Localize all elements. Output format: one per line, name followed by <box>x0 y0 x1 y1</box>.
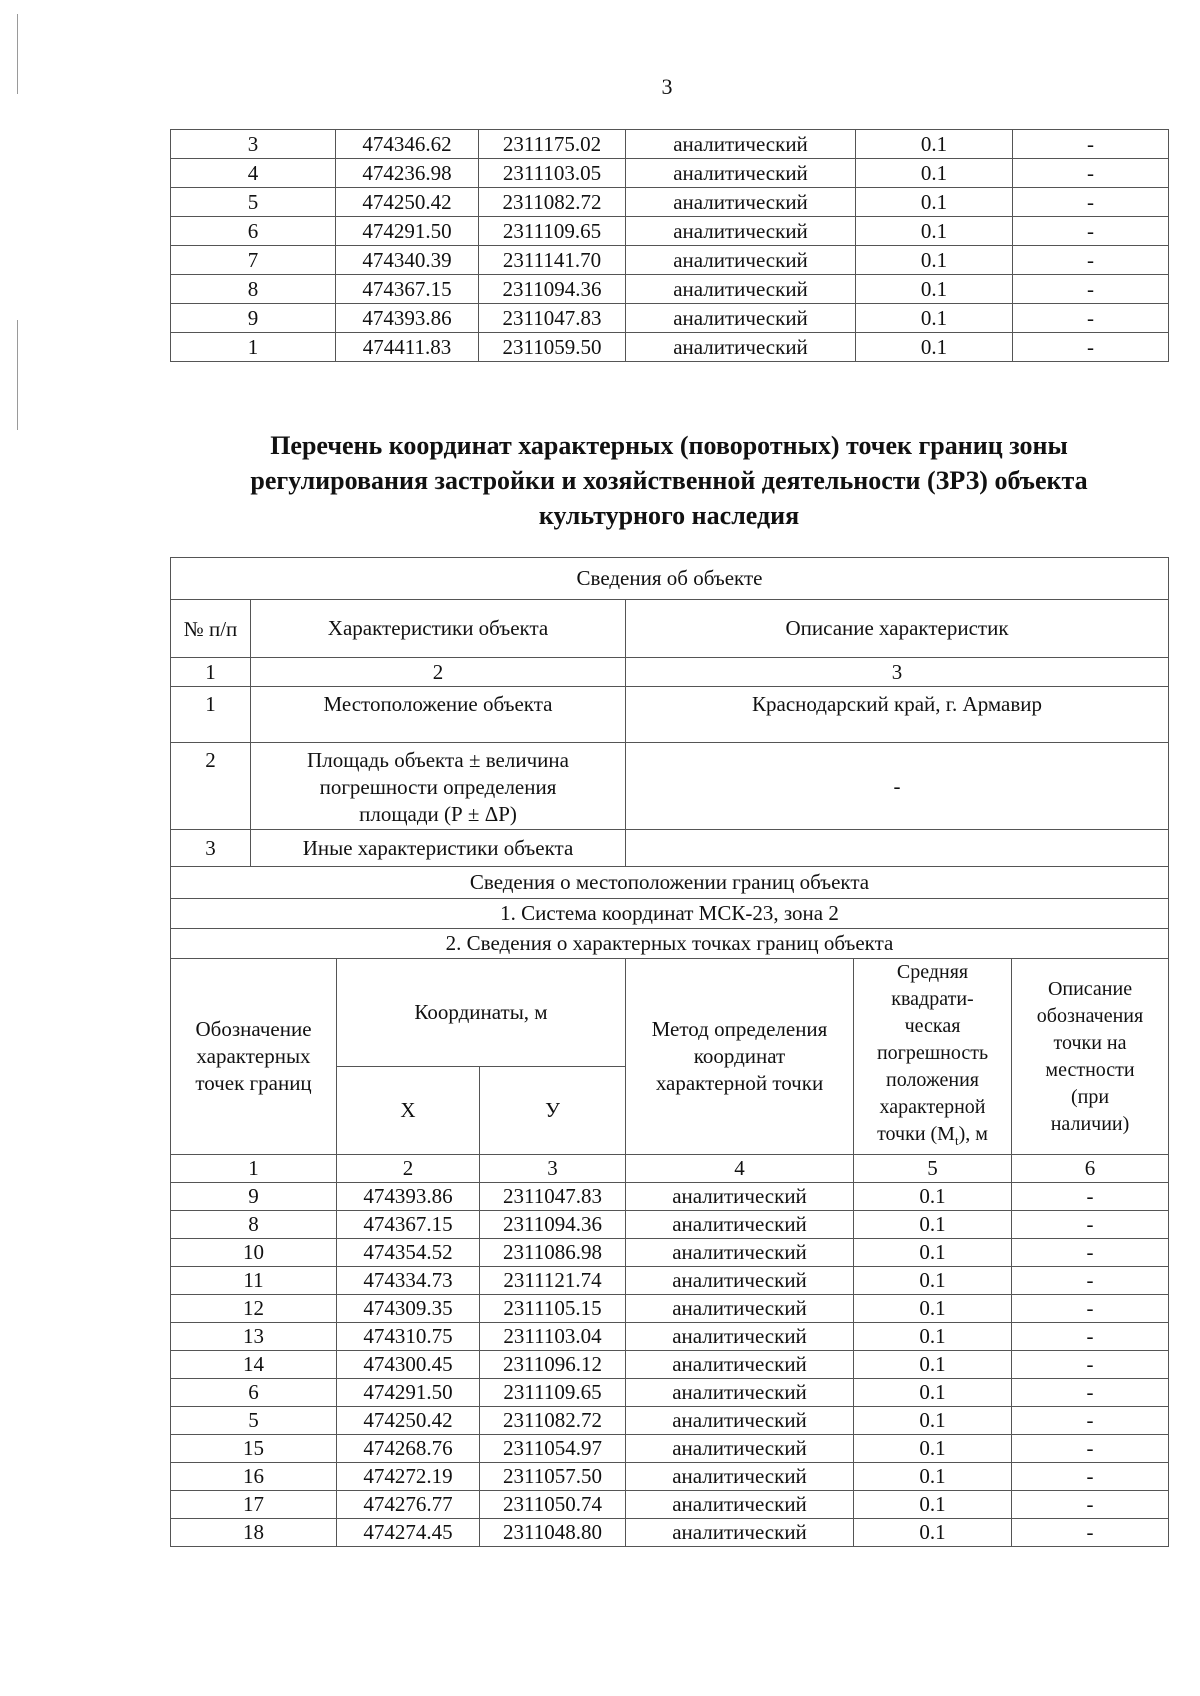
header-description: Описание характеристик <box>626 600 1169 658</box>
y-coordinate-cell: 2311047.83 <box>479 304 626 333</box>
description-cell: - <box>1012 1211 1169 1239</box>
error-cell: 0.1 <box>856 333 1013 362</box>
y-coordinate-cell: 2311048.80 <box>480 1519 626 1547</box>
point-id-cell: 18 <box>171 1519 337 1547</box>
y-coordinate-cell: 2311121.74 <box>480 1267 626 1295</box>
x-coordinate-cell: 474411.83 <box>336 333 479 362</box>
header-line: квадрати- <box>891 988 974 1010</box>
point-id-cell: 4 <box>171 159 336 188</box>
table-row <box>171 1183 1169 1211</box>
x-coordinate-cell: 474393.86 <box>337 1183 480 1211</box>
section-header-points: 2. Сведения о характерных точках границ объекта <box>171 929 1169 959</box>
header-error <box>854 959 1012 1155</box>
point-id-cell: 16 <box>171 1463 337 1491</box>
header-line: точек границ <box>195 1071 312 1095</box>
point-id-cell: 6 <box>171 1379 337 1407</box>
method-cell: аналитический <box>626 130 856 159</box>
row-description: Краснодарский край, г. Армавир <box>626 687 1169 743</box>
y-coordinate-cell: 2311094.36 <box>479 275 626 304</box>
row-characteristic: Местоположение объекта <box>251 687 626 743</box>
y-coordinate-cell: 2311059.50 <box>479 333 626 362</box>
table-row <box>171 1519 1169 1547</box>
y-coordinate-cell: 2311109.65 <box>480 1379 626 1407</box>
scan-artifact-line <box>17 14 18 94</box>
method-cell: аналитический <box>626 1351 854 1379</box>
description-cell: - <box>1012 1463 1169 1491</box>
y-coordinate-cell: 2311141.70 <box>479 246 626 275</box>
header-coordinates: Координаты, м <box>337 959 626 1067</box>
error-cell: 0.1 <box>854 1267 1012 1295</box>
point-id-cell: 7 <box>171 246 336 275</box>
method-cell: аналитический <box>626 1379 854 1407</box>
y-coordinate-cell: 2311103.04 <box>480 1323 626 1351</box>
error-cell: 0.1 <box>854 1239 1012 1267</box>
point-id-cell: 15 <box>171 1435 337 1463</box>
table-row <box>171 1351 1169 1379</box>
point-id-cell: 8 <box>171 275 336 304</box>
x-coordinate-cell: 474300.45 <box>337 1351 480 1379</box>
method-cell: аналитический <box>626 188 856 217</box>
table-row <box>171 217 1169 246</box>
header-line: характерной точки <box>655 1071 824 1095</box>
x-coordinate-cell: 474250.42 <box>337 1407 480 1435</box>
header-line: положения <box>886 1069 979 1091</box>
section-title-line: культурного наследия <box>538 501 800 530</box>
header-method <box>626 959 854 1155</box>
header-number-cell: 5 <box>854 1155 1012 1183</box>
header-number-cell: 4 <box>626 1155 854 1183</box>
coordinate-system: 1. Система координат МСК-23, зона 2 <box>171 899 1169 929</box>
description-cell: - <box>1012 1183 1169 1211</box>
x-coordinate-cell: 474309.35 <box>337 1295 480 1323</box>
method-cell: аналитический <box>626 1239 854 1267</box>
header-line: (при <box>1070 1085 1110 1108</box>
header-text: точки (М <box>877 1123 955 1145</box>
description-cell: - <box>1013 246 1169 275</box>
header-number-cell: 1 <box>171 658 251 687</box>
y-coordinate-cell: 2311109.65 <box>479 217 626 246</box>
description-cell: - <box>1012 1295 1169 1323</box>
description-cell: - <box>1012 1351 1169 1379</box>
point-id-cell: 17 <box>171 1491 337 1519</box>
table-row <box>171 1323 1169 1351</box>
description-cell: - <box>1013 333 1169 362</box>
y-coordinate-cell: 2311105.15 <box>480 1295 626 1323</box>
description-cell: - <box>1013 217 1169 246</box>
error-cell: 0.1 <box>854 1407 1012 1435</box>
table-row <box>171 304 1169 333</box>
row-characteristic-line: погрешности определения <box>319 775 557 799</box>
page-number: 3 <box>661 74 673 99</box>
error-cell: 0.1 <box>854 1379 1012 1407</box>
point-id-cell: 13 <box>171 1323 337 1351</box>
x-coordinate-cell: 474340.39 <box>336 246 479 275</box>
header-line: ческая <box>904 1015 961 1037</box>
row-characteristic-line: площади (Р ± ΔР) <box>359 802 517 826</box>
error-cell: 0.1 <box>854 1183 1012 1211</box>
header-line: наличии) <box>1050 1112 1130 1135</box>
point-id-cell: 9 <box>171 1183 337 1211</box>
header-designation <box>171 959 337 1155</box>
description-cell: - <box>1012 1239 1169 1267</box>
header-line <box>854 1121 1011 1154</box>
x-coordinate-cell: 474276.77 <box>337 1491 480 1519</box>
section-title-line: Перечень координат характерных (поворотных) точек границ зоны <box>270 431 1068 460</box>
method-cell: аналитический <box>626 217 856 246</box>
section-title-line: регулирования застройки и хозяйственной деятельности (ЗРЗ) объекта <box>250 466 1088 495</box>
table-row <box>171 130 1169 159</box>
y-coordinate-cell: 2311096.12 <box>480 1351 626 1379</box>
header-characteristic: Характеристики объекта <box>251 600 626 658</box>
section-title <box>170 428 1168 533</box>
header-line: характерной <box>879 1096 986 1118</box>
y-coordinate-cell: 2311082.72 <box>480 1407 626 1435</box>
point-id-cell: 5 <box>171 188 336 217</box>
description-cell: - <box>1013 188 1169 217</box>
point-id-cell: 3 <box>171 130 336 159</box>
scan-artifact-line <box>17 320 18 430</box>
error-cell: 0.1 <box>856 246 1013 275</box>
method-cell: аналитический <box>626 1519 854 1547</box>
description-cell: - <box>1012 1407 1169 1435</box>
points-table-body <box>171 1183 1169 1547</box>
method-cell: аналитический <box>626 246 856 275</box>
error-cell: 0.1 <box>854 1211 1012 1239</box>
method-cell: аналитический <box>626 1295 854 1323</box>
header-number-cell: 2 <box>251 658 626 687</box>
description-cell: - <box>1012 1519 1169 1547</box>
error-cell: 0.1 <box>856 188 1013 217</box>
table-row <box>171 1267 1169 1295</box>
error-cell: 0.1 <box>854 1323 1012 1351</box>
section-header-location: Сведения о местоположении границ объекта <box>171 867 1169 899</box>
y-coordinate-cell: 2311047.83 <box>480 1183 626 1211</box>
x-coordinate-cell: 474393.86 <box>336 304 479 333</box>
point-id-cell: 6 <box>171 217 336 246</box>
y-coordinate-cell: 2311082.72 <box>479 188 626 217</box>
point-id-cell: 5 <box>171 1407 337 1435</box>
header-line: погрешность <box>876 1042 989 1064</box>
x-coordinate-cell: 474310.75 <box>337 1323 480 1351</box>
point-id-cell: 14 <box>171 1351 337 1379</box>
description-cell: - <box>1012 1491 1169 1519</box>
point-id-cell: 12 <box>171 1295 337 1323</box>
error-cell: 0.1 <box>854 1295 1012 1323</box>
x-coordinate-cell: 474236.98 <box>336 159 479 188</box>
table-row <box>171 1211 1169 1239</box>
x-coordinate-cell: 474250.42 <box>336 188 479 217</box>
method-cell: аналитический <box>626 333 856 362</box>
description-cell: - <box>1012 1379 1169 1407</box>
x-coordinate-cell: 474291.50 <box>337 1379 480 1407</box>
table-row <box>171 333 1169 362</box>
x-coordinate-cell: 474272.19 <box>337 1463 480 1491</box>
table-row <box>171 1379 1169 1407</box>
header-y: У <box>480 1066 626 1154</box>
error-cell: 0.1 <box>854 1463 1012 1491</box>
table-row <box>171 1491 1169 1519</box>
method-cell: аналитический <box>626 304 856 333</box>
table-row <box>171 159 1169 188</box>
description-cell: - <box>1013 304 1169 333</box>
header-line: Описание <box>1047 977 1133 1000</box>
subscript-t: t <box>954 1133 959 1148</box>
y-coordinate-cell: 2311050.74 <box>480 1491 626 1519</box>
point-id-cell: 1 <box>171 333 336 362</box>
row-num: 3 <box>171 830 251 867</box>
header-line: обозначения <box>1036 1004 1144 1027</box>
error-cell: 0.1 <box>854 1491 1012 1519</box>
row-description <box>626 830 1169 867</box>
y-coordinate-cell: 2311175.02 <box>479 130 626 159</box>
method-cell: аналитический <box>626 1491 854 1519</box>
header-line: Обозначение <box>195 1017 312 1041</box>
table-row <box>171 1407 1169 1435</box>
method-cell: аналитический <box>626 1267 854 1295</box>
method-cell: аналитический <box>626 1463 854 1491</box>
header-line: Средняя <box>896 961 969 983</box>
point-id-cell: 10 <box>171 1239 337 1267</box>
description-cell: - <box>1012 1323 1169 1351</box>
method-cell: аналитический <box>626 275 856 304</box>
x-coordinate-cell: 474354.52 <box>337 1239 480 1267</box>
error-cell: 0.1 <box>854 1351 1012 1379</box>
method-cell: аналитический <box>626 1183 854 1211</box>
header-num: № п/п <box>171 600 251 658</box>
x-coordinate-cell: 474291.50 <box>336 217 479 246</box>
header-text: ), м <box>958 1123 988 1145</box>
header-number-cell: 2 <box>337 1155 480 1183</box>
method-cell: аналитический <box>626 1435 854 1463</box>
header-line: местности <box>1045 1058 1135 1081</box>
error-cell: 0.1 <box>854 1435 1012 1463</box>
header-number-cell: 3 <box>480 1155 626 1183</box>
header-number-cell: 3 <box>626 658 1169 687</box>
error-cell: 0.1 <box>856 217 1013 246</box>
point-id-cell: 9 <box>171 304 336 333</box>
row-characteristic-line: Площадь объекта ± величина <box>307 748 569 772</box>
header-line: характерных <box>196 1044 311 1068</box>
table-row <box>171 1239 1169 1267</box>
object-info-table <box>170 557 1169 1547</box>
header-x: Х <box>337 1066 480 1154</box>
x-coordinate-cell: 474346.62 <box>336 130 479 159</box>
table-row <box>171 246 1169 275</box>
header-line: точки на <box>1053 1031 1127 1054</box>
y-coordinate-cell: 2311057.50 <box>480 1463 626 1491</box>
description-cell: - <box>1013 159 1169 188</box>
header-line: координат <box>693 1044 786 1068</box>
section-header-object: Сведения об объекте <box>171 558 1169 600</box>
description-cell: - <box>1012 1267 1169 1295</box>
x-coordinate-cell: 474268.76 <box>337 1435 480 1463</box>
error-cell: 0.1 <box>856 159 1013 188</box>
table-row <box>171 188 1169 217</box>
row-num: 1 <box>171 687 251 743</box>
header-point-description <box>1012 959 1169 1155</box>
x-coordinate-cell: 474334.73 <box>337 1267 480 1295</box>
error-cell: 0.1 <box>854 1519 1012 1547</box>
coordinates-table-body <box>171 130 1169 362</box>
error-cell: 0.1 <box>856 130 1013 159</box>
table-row <box>171 1435 1169 1463</box>
description-cell: - <box>1013 275 1169 304</box>
y-coordinate-cell: 2311086.98 <box>480 1239 626 1267</box>
method-cell: аналитический <box>626 1407 854 1435</box>
x-coordinate-cell: 474367.15 <box>336 275 479 304</box>
header-line: Метод определения <box>651 1017 828 1041</box>
x-coordinate-cell: 474367.15 <box>337 1211 480 1239</box>
x-coordinate-cell: 474274.45 <box>337 1519 480 1547</box>
method-cell: аналитический <box>626 1211 854 1239</box>
table-row <box>171 1463 1169 1491</box>
point-id-cell: 11 <box>171 1267 337 1295</box>
error-cell: 0.1 <box>856 275 1013 304</box>
description-cell: - <box>1013 130 1169 159</box>
row-num: 2 <box>171 743 251 830</box>
row-description: - <box>626 743 1169 830</box>
y-coordinate-cell: 2311054.97 <box>480 1435 626 1463</box>
method-cell: аналитический <box>626 159 856 188</box>
row-characteristic <box>251 743 626 830</box>
method-cell: аналитический <box>626 1323 854 1351</box>
header-number-cell: 6 <box>1012 1155 1169 1183</box>
row-characteristic: Иные характеристики объекта <box>251 830 626 867</box>
table-row <box>171 1295 1169 1323</box>
point-id-cell: 8 <box>171 1211 337 1239</box>
y-coordinate-cell: 2311094.36 <box>480 1211 626 1239</box>
table-row <box>171 275 1169 304</box>
header-number-cell: 1 <box>171 1155 337 1183</box>
y-coordinate-cell: 2311103.05 <box>479 159 626 188</box>
error-cell: 0.1 <box>856 304 1013 333</box>
description-cell: - <box>1012 1435 1169 1463</box>
coordinates-table-continued <box>170 129 1169 362</box>
